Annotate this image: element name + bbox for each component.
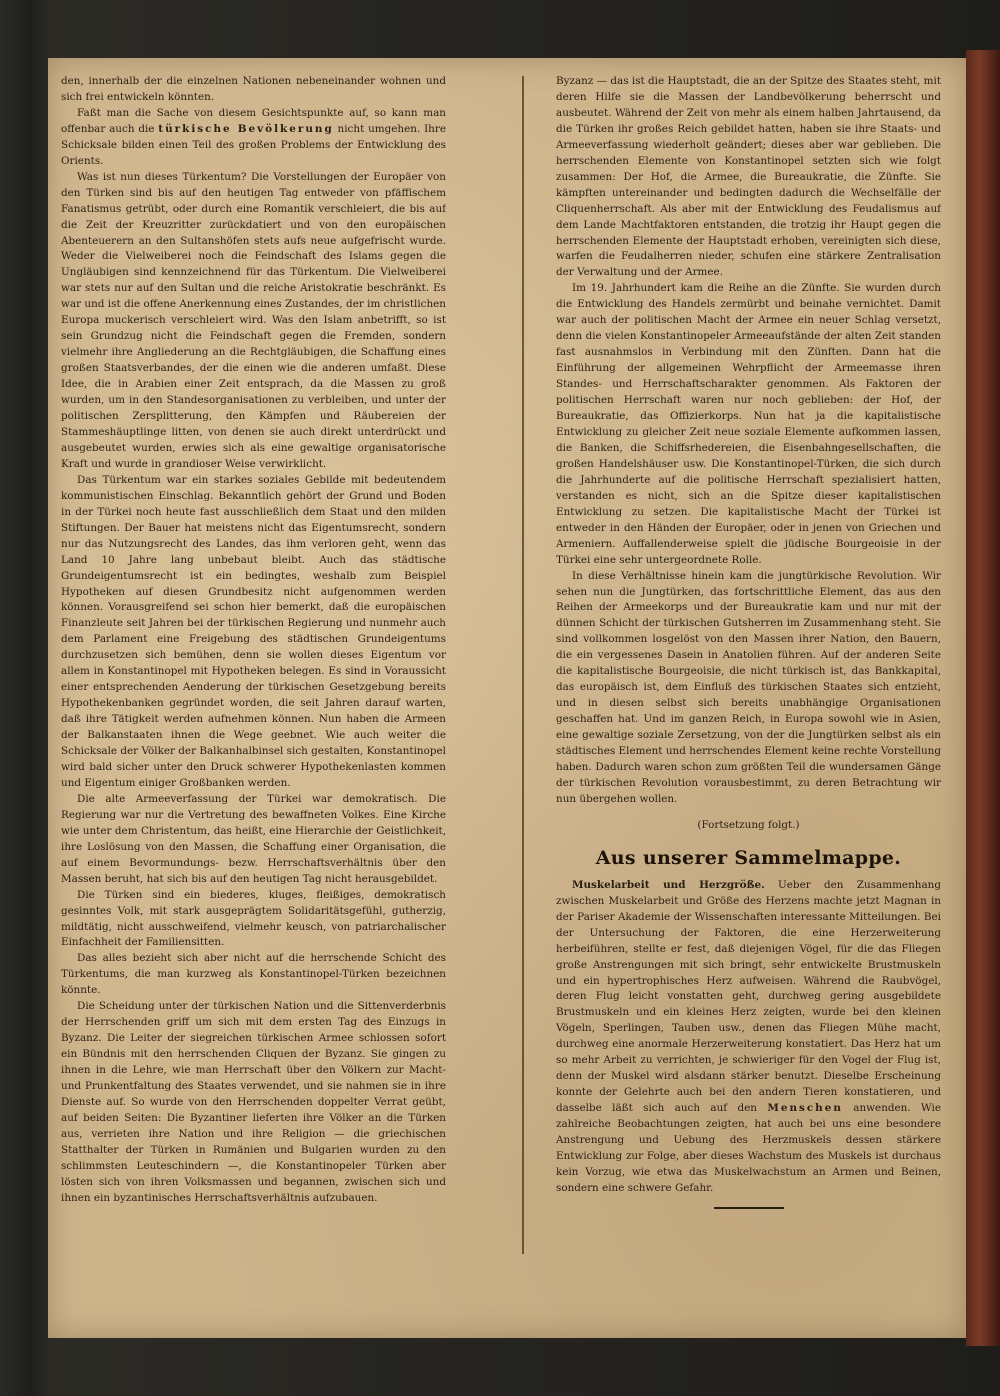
text-run: Faßt man die Sache von diesem Gesichtspunkte auf, so kann man offenbar auch die — [61, 106, 446, 135]
text-run: Ueber den Zusammenhang zwischen Muskelarbeit und Größe des Herzens machte jetzt Magnan in der Pariser Akademie der Wissenschaften interessante Mitteilungen. Bei der Untersuchung der Faktoren, die eine Herzerweiterung herbeiführen, stellte er fest, daß diejenigen Vögel, für die das Fliegen große Anstrengungen mit sich bringt, sehr entwickelte Brustmuskeln und ein hypertrophisches Herz aufweisen. Während die Raubvögel, deren Flug leicht vonstatten geht, durchweg gering ausgebildete Brustmuskeln und ein kleines Herz zeigten, wurde bei den kleinen Vögeln, Sperlingen, Tauben usw., denen das Fliegen Mühe macht, durchweg eine anormale Herzerweiterung konstatiert. Das Herz hat um so mehr Arbeit zu verrichten, je schwieriger für den Vogel der Flug ist, denn der Muskel wird alsdann stärker benutzt. Dieselbe Erscheinung konnte der Gelehrte auch bei den andern Tieren konstatieren, und dasselbe läßt sich auch auf den — [556, 878, 941, 1115]
paragraph: In diese Verhältnisse hinein kam die jungtürkische Revolution. Wir sehen nun die Jungtürken, das fortschrittliche Element, das aus den Reihen der Armeekorps und der Bureaukratie kam und nur mit der dünnen Schicht der türkischen Gutsherren im Zusammenhang steht. Sie sind vollkommen losgelöst von den Massen ihrer Nation, den Bauern, die ein vergessenes Dasein in Anatolien führen. Auf der anderen Seite die kapitalistische Bourgeoisie, die nicht türkisch ist, das Bankkapital, das europäisch ist, dem Einfluß des türkischen Staates sich entzieht, und in diesen selbst sich bereits unabhängige Organisationen geschaffen hat. Und im ganzen Reich, in Europa sowohl wie in Asien, eine gewaltige soziale Zersetzung, von der die Jungtürken selbst als ein städtisches Element und herrschendes Element keine rechte Vorstellung haben. Dadurch waren schon zum größten Teil die wundersamen Gänge der türkischen Revolution vorausbestimmt, zu deren Betrachtung wir nun übergehen wollen. — [556, 569, 941, 805]
paragraph: Das alles bezieht sich aber nicht auf die herrschende Schicht des Türkentums, die man kurzweg als Konstantinopel-Türken bezeichnen könnte. — [61, 952, 446, 997]
text-run: anwenden. Wie zahlreiche Beobachtungen zeigten, hat auch bei uns eine besondere Anstrengung und Uebung des Herzmuskels dessen stärkere Entwicklung zur Folge, aber dieses Wachstum des Muskels ist durchaus kein Vorzug, wie etwa das Muskelwachstum an Armen und Beinen, sondern eine schwere Gefahr. — [556, 1102, 941, 1194]
emphasis-text: Menschen — [767, 1102, 843, 1115]
paragraph: Die Türken sind ein biederes, kluges, fleißiges, demokratisch gesinntes Volk, mit stark ausgeprägtem Solidaritätsgefühl, gutherzig, mildtätig, nicht ausschweifend, vielmehr keusch, von patriarchalischer Einfachheit der Familiensitten. — [61, 888, 446, 949]
left-column — [61, 74, 446, 1254]
paragraph: Die Scheidung unter der türkischen Nation und die Sittenverderbnis der Herrschenden griff um sich mit dem ersten Tag des Einzugs in Byzanz. Die Leiter der siegreichen türkischen Armee schlossen sofort ein Bündnis mit den herrschenden Cliquen der Byzanz. Sie gingen zu ihnen in die Lehre, wie man Herrschaft über den Völkern zur Macht- und Prunkentfaltung des Staates verwendet, und sie nahmen sie in ihre Dienste auf. So wurde von den Herrschenden doppelter Verrat geübt, auf beiden Seiten: Die Byzantiner lieferten ihre Völker an die Türken aus, verrieten ihre Nation und ihre Religion — die griechischen Statthalter der Türken in Rumänien und Bulgarien wurden zu den schlimmsten Leuteschindern —, die Konstantinopeler Türken aber lösten sich von ihren Volksmassen und begannen, zwischen sich und ihnen ein byzantinisches Herrschaftsverhältnis aufzubauen. — [61, 1000, 446, 1204]
emphasis-text: türkische Bevölkerung — [158, 122, 334, 135]
book-spine — [966, 50, 1000, 1346]
paragraph: Was ist nun dieses Türkentum? Die Vorstellungen der Europäer von den Türken sind bis auf den heutigen Tag entweder von pfäffischem Fanatismus getrübt, oder durch eine Romantik verschleiert, die bis auf die Zeit der Kreuzritter zurückdatiert und von den europäischen Abenteuerern an den Sultanshöfen stets aufs neue aufgefrischt wurde. Weder die Vielweiberei noch die Feindschaft des Islams gegen die Ungläubigen sind kennzeichnend für das Türkentum. Die Vielweiberei war stets nur auf den Sultan und die reiche Aristokratie beschränkt. Es war und ist die offene Anerkennung eines Zustandes, der im christlichen Europa muckerisch verschleiert wird. Was den Islam anbetrifft, so ist sein Grundzug nicht die Feindschaft gegen die Fremden, sondern vielmehr ihre Angliederung an die Rechtgläubigen, die Schaffung eines großen Staatsverbandes, der die einen wie die anderen umfaßt. Diese Idee, die in Arabien einer Zeit entsprach, da die Massen zu groß wurden, um in den Standesorganisationen zu verbleiben, und unter der politischen Zersplitterung, den Kämpfen und Räubereien der Stammeshäuptlinge litten, von denen sie auch direkt unterdrückt und ausgebeutet wurden, erwies sich als eine gewaltige organisatorische Kraft und wurde in grandioser Weise verwirklicht. — [61, 170, 446, 470]
section-heading: Aus unserer Sammelmappe. — [595, 846, 902, 869]
paragraph — [556, 878, 941, 1197]
paragraph: den, innerhalb der die einzelnen Nationen nebeneinander wohnen und sich frei entwickeln könnten. — [61, 75, 446, 103]
article-title: Muskelarbeit und Herzgröße. — [572, 878, 765, 891]
text-run: nicht umgehen. Ihre Schicksale bilden einen Teil des großen Problems der Entwicklung des Orients. — [61, 122, 446, 167]
paragraph — [61, 106, 446, 170]
end-rule — [714, 1207, 784, 1209]
paragraph: Das Türkentum war ein starkes soziales Gebilde mit bedeutendem kommunistischen Einschlag. Bekanntlich gehört der Grund und Boden in der Türkei noch heute fast ausschließlich dem Staat und den milden Stiftungen. Der Bauer hat meistens nicht das Eigentumsrecht, sondern nur das Nutzungsrecht des Landes, das ihm verloren geht, wenn das Land 10 Jahre lang unbebaut bleibt. Auch das städtische Grundeigentumsrecht ist ein bedingtes, weshalb zum Beispiel Hypotheken auf diesen Grundbesitz nicht aufgenommen werden können. Vorausgreifend sei schon hier bemerkt, daß die europäischen Finanzleute seit Jahren bei der türkischen Regierung und nunmehr auch dem Parlament eine Freigebung des städtischen Grundeigentums durchzusetzen sich bemühen, denn sie wollen dieses Eigentum vor allem in Konstantinopel mit Hypotheken belegen. Es sind in Voraussicht einer entsprechenden Aenderung der türkischen Gesetzgebung bereits Hypothekenbanken gegründet worden, die seit Jahren darauf warten, daß ihre Tätigkeit werden aufnehmen können. Nun haben die Armeen der Balkanstaaten ihnen die Wege geebnet. Wie auch weiter die Schicksale der Völker der Balkanhalbinsel sich gestalten, Konstantinopel wird bald sicher unter den Druck schwerer Hypothekenlasten kommen und Eigentum einiger Großbanken werden. — [61, 473, 446, 789]
paragraph: Im 19. Jahrhundert kam die Reihe an die Zünfte. Sie wurden durch die Entwicklung des Handels zermürbt und beinahe vernichtet. Damit war auch der politischen Macht der Armee ein neuer Schlag versetzt, denn die vielen Konstantinopeler Armeeaufstände der alten Zeit standen fast ausnahmslos in Verbindung mit den Zünften. Dann hat die Einführung der allgemeinen Wehrpflicht der Armeemasse ihren Standes- und Herrschaftscharakter genommen. Als Faktoren der politischen Herrschaft waren nur noch geblieben: der Hof, der Bureaukratie, das Offizierkorps. Nun hat ja die kapitalistische Entwicklung zu gleicher Zeit neue soziale Elemente aufkommen lassen, die Banken, die Schiffsrhedereien, die Eisenbahngesellschaften, die großen Handelshäuser usw. Die Konstantinopel-Türken, die sich durch die Jahrhunderte auf die politische Herrschaft spezialisiert hatten, verstanden es nicht, sich an die Spitze dieser kapitalistischen Entwicklung zu setzen. Die kapitalistische Macht der Türkei ist entweder in den Händen der Europäer, oder in jenen von Griechen und Armeniern. Auffallenderweise spielt die jüdische Bourgeoisie in der Türkei eine sehr untergeordnete Rolle. — [556, 282, 941, 566]
paragraph: Byzanz — das ist die Hauptstadt, die an der Spitze des Staates steht, mit deren Hilfe sie die Massen der Landbevölkerung beherrscht und ausbeutet. Während der Zeit von mehr als einem halben Jahrtausend, da die Türken ihr großes Reich gebildet hatten, haben sie ihre Staats- und Armeeverfassung wiederholt geändert; dieses aber war geblieben. Die herrschenden Elemente von Konstantinopel setzten sich wie folgt zusammen: Der Hof, die Armee, die Bureaukratie, die Zünfte. Sie kämpften untereinander und bedingten dadurch die Wechselfälle der Cliquenherrschaft. Als aber mit der Entwicklung des Feudalismus auf dem Lande Machtfaktoren entstanden, die trotzig ihr Haupt gegen die herrschenden Elemente der Hauptstadt erhoben, vereinigten sich diese, warfen die Feudalherren nieder, schufen eine stärkere Zentralisation der Verwaltung und der Armee. — [556, 75, 941, 279]
continuation-note: (Fortsetzung folgt.) — [697, 818, 800, 831]
column-divider — [522, 76, 524, 1254]
right-column — [556, 74, 941, 1254]
paragraph: Die alte Armeeverfassung der Türkei war demokratisch. Die Regierung war nur die Vertretung des bewaffneten Volkes. Eine Kirche wie unter dem Christentum, das heißt, eine Hierarchie der Geistlichkeit, ihre Loslösung von den Massen, die Schaffung einer Organisation, die auf einem Bevormundungs- bezw. Herrschaftsverhältnis über den Massen beruht, hat sich bis auf den heutigen Tag nicht herausgebildet. — [61, 792, 446, 885]
